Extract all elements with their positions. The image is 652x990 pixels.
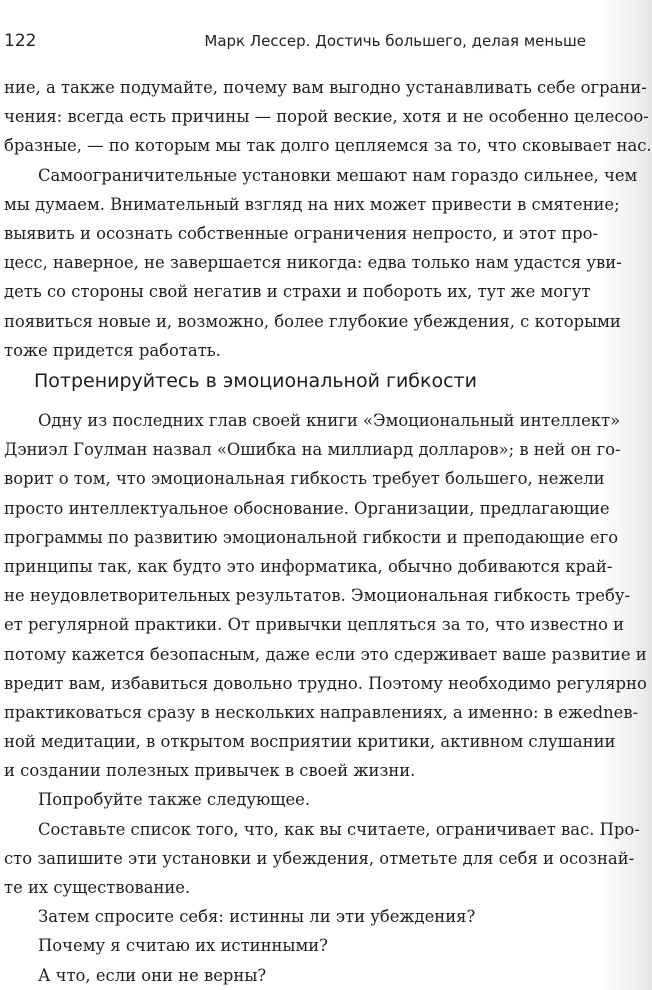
paragraph-2-line: выявить и осознать собственные ограничения непросто, и этот про- [4,223,599,243]
paragraph-3-line: принципы так, как будто это информатика, обычно добиваются край- [4,556,613,576]
section-heading: Потренируйтесь в эмоциональной гибкости [34,370,477,392]
paragraph-1-line: ние, а также подумайте, почему вам выгодно устанавливать себе ограни- [4,78,647,97]
paragraph-3-line: программы по развитию эмоциональной гибкости и преподающие его [4,527,619,547]
paragraph-1-line: бразные, — по которым мы так долго цепляемся за то, что сковывает нас. [4,136,652,156]
text-block-bottom [4,406,647,990]
paragraph-5-line: те их существование. [4,878,191,897]
paragraph-3-line: Одну из последних глав своей книги «Эмоциональный интеллект» [38,411,621,430]
paragraph-3-line: ворит о том, что эмоциональная гибкость требует большего, нежели [4,469,605,489]
paragraph-5-line: сто запишите эти установки и убеждения, отметьте для себя и осознай- [4,848,635,868]
paragraph-3-line: потому кажется безопасным, даже если это сдерживает ваше развитие и [4,644,647,664]
paragraph-3-line: просто интеллектуальное обоснование. Организации, предлагающие [4,498,610,518]
paragraph-3-line: ной медитации, в открытом восприятии критики, активном слушании [4,732,616,752]
paragraph-4: Попробуйте также следующее. [38,790,311,810]
paragraph-2-line: деть со стороны свой негатив и страхи и побороть их, тут же могут [4,282,591,302]
paragraph-3-line: Дэниэл Гоулман назвал «Ошибка на миллиард долларов»; в ней он го- [4,440,621,460]
paragraph-8: А что, если они не верны? [38,965,267,985]
paragraph-2-line: цесс, наверное, не завершается никогда: едва только нам удастся уви- [4,253,622,273]
paragraph-3-line: вредит вам, избавиться довольно трудно. Поэтому необходимо регулярно [4,673,647,693]
paragraph-2-line: мы думаем. Внимательный взгляд на них может привести в смятение; [4,194,620,214]
running-title: Марк Лессер. Достичь большего, делая меньше [204,32,586,50]
paragraph-3-line: и создании полезных привычек в своей жизни. [4,761,416,781]
page-header [0,28,586,54]
paragraph-2-line: появиться новые и, возможно, более глубокие убеждения, с которыми [4,311,621,331]
paragraph-1-line: чения: всегда есть причины — порой веские, хотя и не особенно целесоо- [4,107,649,127]
page-number: 122 [4,31,37,51]
paragraph-7: Почему я считаю их истинными? [38,936,328,956]
paragraph-5-line: Составьте список того, что, как вы считаете, ограничивает вас. Про- [38,819,640,839]
paragraph-3-line: ет регулярной практики. От привычки цепляться за то, что известно и [4,615,624,635]
paragraph-3-line: практиковаться сразу в нескольких направлениях, а именно: в ежednев- [4,702,639,722]
paragraph-2-line: Самоограничительные установки мешают нам гораздо сильнее, чем [38,165,638,185]
paragraph-6: Затем спросите себя: истинны ли эти убеждения? [38,907,476,927]
paragraph-2-line: тоже придется работать. [4,340,221,360]
paragraph-3-line: не неудовлетворительных результатов. Эмоциональная гибкость требу- [4,586,630,606]
text-block-top [4,73,652,365]
